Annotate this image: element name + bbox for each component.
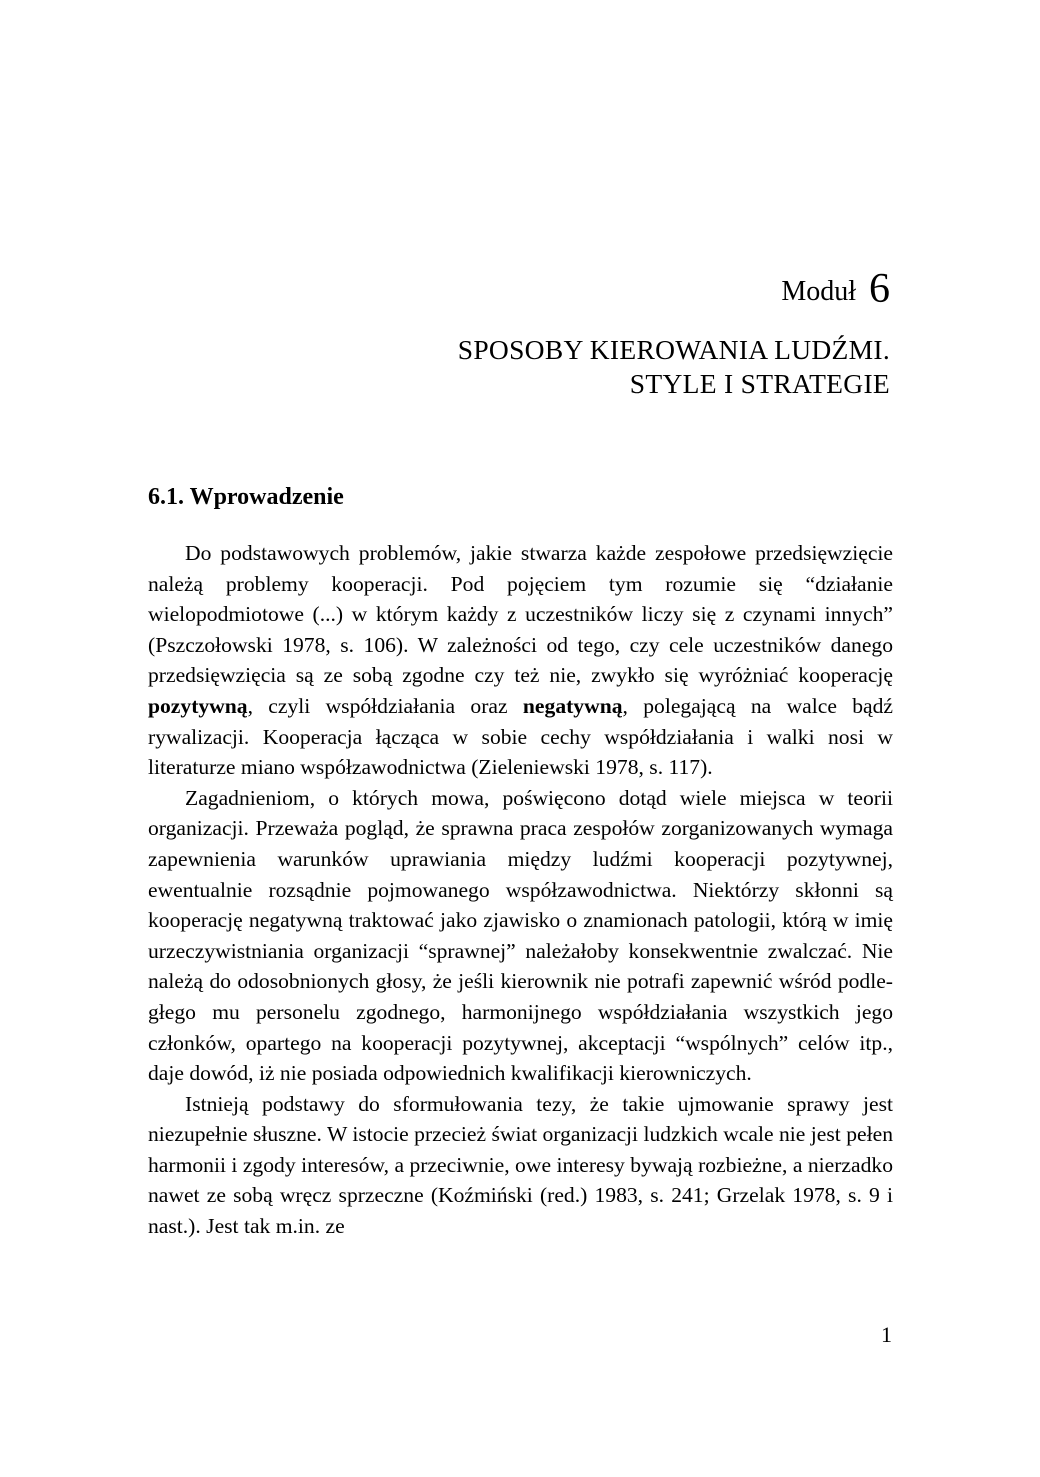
section-heading: 6.1. Wprowadzenie — [148, 484, 344, 510]
module-number: 6 — [869, 266, 890, 312]
paragraph-1-text-a: Do podstawowych problemów, jakie stwarza każde zespołowe przedsięwzięcie należą problemy kooperacji. Pod pojęciem tym rozumie się “działanie wielopodmiotowe (...) w którym każdy z uczestników liczy się z czynami innych” (Pszczołowski 1978, s. 106). W zależności od tego, czy cele uczestników danego przedsięwzięcia są ze sobą zgodne czy też nie, zwykło się wyróżniać kooperację — [148, 541, 893, 688]
paragraph-1 — [148, 538, 893, 783]
emphasis-negative: negatywną — [522, 693, 623, 718]
module-label: Moduł — [781, 276, 856, 307]
chapter-title — [458, 333, 890, 401]
paragraph-1-text-b: , czyli współdziałania oraz — [247, 693, 523, 718]
chapter-title-line-1: SPOSOBY KIEROWANIA LUDŹMI. — [457, 334, 890, 365]
paragraph-2: Zagadnieniom, o których mowa, poświęcono dotąd wiele miejsca w teorii organizacji. Przeważa pogląd, że sprawna praca zespołów zorganizowanych wymaga zapewnienia warunków uprawiania między ludźmi kooperacji pozytywnej, ewentualnie rozsądnie pojmowanego współzawodnictwa. Niektórzy skłonni są kooperację negatywną traktować jako zjawisko o znamionach patologii, którą w imię urzeczywistniania organizacji “sprawnej” należałoby konsekwentnie zwalczać. Nie należą do odosobnionych głosy, że jeśli kierownik nie potrafi zapewnić wśród podległego mu personelu zgodnego, harmonijnego współdziałania wszystkich jego członków, opartego na kooperacji pozytywnej, akceptacji “wspólnych” celów itp., daje dowód, iż nie posiada odpowiednich kwalifikacji kierowniczych. — [148, 785, 893, 1086]
module-heading — [781, 268, 890, 310]
paragraph-1-text-c: , polegającą na walce bądź rywalizacji. Kooperacja łącząca w sobie cechy współdziałania i walki nosi w literaturze miano współzawodnictwa (Zieleniewski 1978, s. 117). — [148, 693, 893, 780]
emphasis-positive: pozytywną — [148, 693, 248, 718]
paragraph-3: Istnieją podstawy do sformułowania tezy, że takie ujmowanie sprawy jest niezupełnie słuszne. W istocie przecież świat organizacji ludzkich wcale nie jest pełen harmonii i zgody interesów, a przeciwnie, owe interesy bywają rozbieżne, a nierzadko nawet ze sobą wręcz sprzeczne (Koźmiński (red.) 1983, s. 241; Grzelak 1978, s. 9 i nast.). Jest tak m.in. ze — [148, 1091, 893, 1239]
chapter-title-line-2: STYLE I STRATEGIE — [629, 368, 890, 399]
body-text — [148, 538, 893, 1242]
page-number: 1 — [881, 1322, 892, 1347]
